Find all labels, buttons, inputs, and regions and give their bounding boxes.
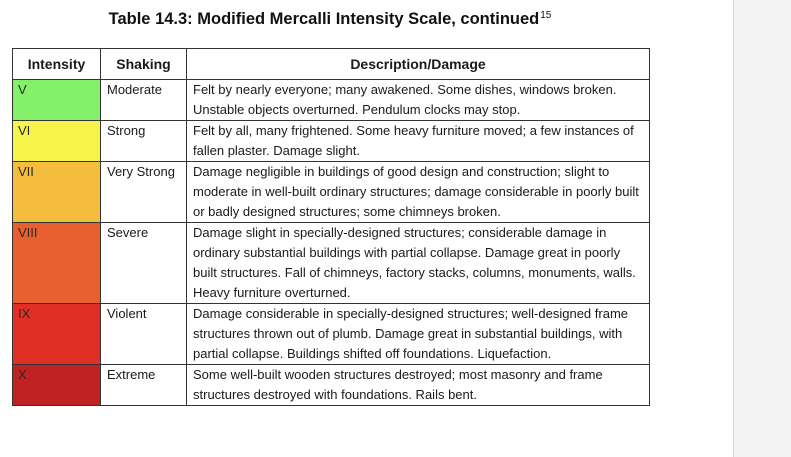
header-description: Description/Damage [187,49,650,80]
intensity-cell: VI [13,121,101,162]
shaking-cell: Severe [101,223,187,304]
shaking-cell: Extreme [101,365,187,406]
table-row [13,162,650,223]
table-row [13,80,650,121]
intensity-cell: X [13,365,101,406]
description-cell: Some well-built wooden structures destroyed; most masonry and frame structures destroyed with foundations. Rails bent. [187,365,650,406]
intensity-cell: VIII [13,223,101,304]
description-cell: Felt by nearly everyone; many awakened. Some dishes, windows broken. Unstable objects overturned. Pendulum clocks may stop. [187,80,650,121]
description-cell: Damage slight in specially-designed structures; considerable damage in ordinary substantial buildings with partial collapse. Damage great in poorly built structures. Fall of chimneys, factory stacks, columns, monuments, walls. Heavy furniture overturned. [187,223,650,304]
shaking-cell: Very Strong [101,162,187,223]
shaking-cell: Violent [101,304,187,365]
table-row [13,365,650,406]
description-cell: Damage negligible in buildings of good design and construction; slight to moderate in well-built ordinary structures; damage considerable in poorly built or badly designed structures; some chimneys broken. [187,162,650,223]
header-intensity: Intensity [13,49,101,80]
caption-title: Table 14.3: Modified Mercalli Intensity Scale, continued [108,10,540,28]
footnote-reference[interactable]: 15 [540,9,552,21]
intensity-cell: VII [13,162,101,223]
mercalli-intensity-table [12,48,650,406]
intensity-cell: V [13,80,101,121]
shaking-cell: Strong [101,121,187,162]
description-cell: Damage considerable in specially-designed structures; well-designed frame structures thrown out of plumb. Damage great in substantial buildings, with partial collapse. Buildings shifted off foundations. Liquefaction. [187,304,650,365]
intensity-cell: IX [13,304,101,365]
description-cell: Felt by all, many frightened. Some heavy furniture moved; a few instances of fallen plaster. Damage slight. [187,121,650,162]
header-shaking: Shaking [101,49,187,80]
table-caption [0,10,660,29]
table-row [13,121,650,162]
shaking-cell: Moderate [101,80,187,121]
header-row [13,49,650,80]
table-row [13,223,650,304]
side-pane [734,0,791,457]
table-row [13,304,650,365]
